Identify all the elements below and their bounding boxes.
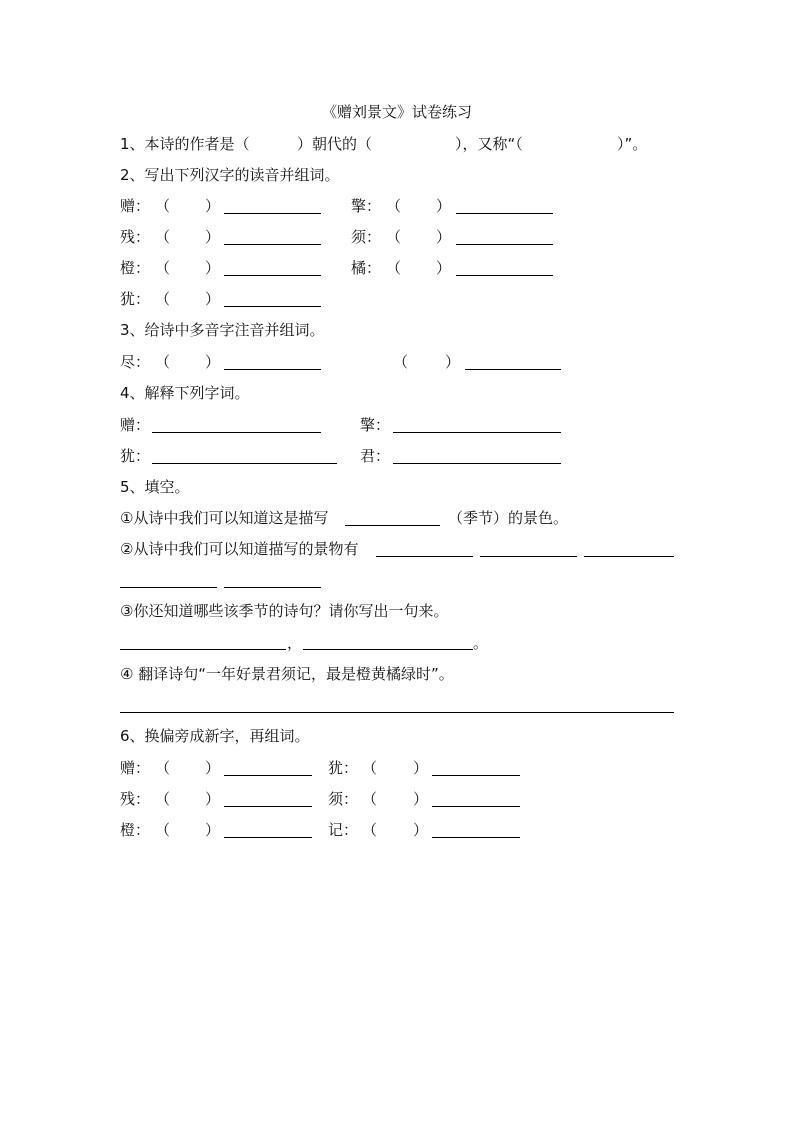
answer-blank[interactable] — [456, 213, 553, 214]
answer-blank[interactable] — [432, 775, 520, 776]
paren-open: （ — [155, 790, 171, 808]
answer-blank[interactable] — [584, 556, 674, 557]
answer-blank[interactable] — [224, 306, 321, 307]
paren-close: ） — [205, 821, 221, 839]
question-4-heading: 4、解释下列字词。 — [120, 384, 250, 402]
answer-blank[interactable] — [224, 244, 321, 245]
q4-char-label: 君： — [360, 447, 391, 465]
question-2-heading: 2、写出下列汉字的读音并组词。 — [120, 166, 340, 184]
paren-close: ） — [205, 759, 221, 777]
q6-char-label: 须： — [328, 790, 359, 808]
paren-open: （ — [155, 197, 171, 215]
q6-char-label: 记： — [328, 821, 359, 839]
answer-blank[interactable] — [224, 587, 321, 588]
answer-blank[interactable] — [224, 806, 312, 807]
q4-char-label: 犹： — [120, 447, 151, 465]
answer-blank[interactable] — [152, 463, 337, 464]
paren-open: （ — [155, 228, 171, 246]
answer-blank[interactable] — [224, 837, 312, 838]
answer-blank[interactable] — [152, 432, 321, 433]
paren-open: （ — [386, 259, 402, 277]
answer-blank[interactable] — [393, 432, 561, 433]
answer-blank[interactable] — [303, 649, 473, 650]
answer-blank[interactable] — [456, 244, 553, 245]
q4-char-label: 擎： — [360, 416, 391, 434]
paren-close: ） — [436, 197, 452, 215]
q3-char-label: 尽： — [120, 353, 151, 371]
question-6-heading: 6、换偏旁成新字，再组词。 — [120, 727, 310, 745]
paren-open: （ — [155, 759, 171, 777]
paren-open: （ — [386, 228, 402, 246]
q2-char-label: 犹： — [120, 290, 151, 308]
answer-blank[interactable] — [224, 275, 321, 276]
answer-blank[interactable] — [432, 806, 520, 807]
paren-close: ） — [413, 821, 429, 839]
paren-open: （ — [362, 790, 378, 808]
q1-text-author: 1、本诗的作者是（ — [120, 135, 250, 153]
page-title: 《赠刘景文》试卷练习 — [321, 103, 472, 121]
paren-close: ） — [205, 197, 221, 215]
paren-close: ） — [205, 259, 221, 277]
answer-blank[interactable] — [120, 587, 217, 588]
q2-char-label: 橘： — [351, 259, 382, 277]
q5-item-1-suffix: （季节）的景色。 — [448, 509, 569, 527]
q1-text-alias: ），又称“（ — [455, 135, 523, 153]
answer-blank[interactable] — [224, 775, 312, 776]
answer-blank[interactable] — [120, 649, 286, 650]
paren-open: （ — [393, 353, 409, 371]
q2-char-label: 赠： — [120, 197, 151, 215]
q2-char-label: 残： — [120, 228, 151, 246]
answer-blank[interactable] — [480, 556, 577, 557]
q5-item-4-text: ④ 翻译诗句“一年好景君须记，最是橙黄橘绿时”。 — [120, 665, 454, 683]
paren-close: ） — [205, 353, 221, 371]
q6-char-label: 赠： — [120, 759, 151, 777]
q5-item-2-text: ②从诗中我们可以知道描写的景物有 — [120, 540, 359, 558]
paren-close: ） — [205, 228, 221, 246]
paren-close: ） — [436, 228, 452, 246]
q4-char-label: 赠： — [120, 416, 151, 434]
q5-item-3-text: ③你还知道哪些该季节的诗句？请你写出一句来。 — [120, 602, 449, 620]
paren-close: ） — [205, 790, 221, 808]
question-3-heading: 3、给诗中多音字注音并组词。 — [120, 321, 325, 339]
paren-open: （ — [155, 259, 171, 277]
answer-blank[interactable] — [456, 275, 553, 276]
q2-char-label: 橙： — [120, 259, 151, 277]
answer-blank[interactable] — [465, 369, 561, 370]
paren-close: ） — [436, 259, 452, 277]
paren-close: ） — [413, 759, 429, 777]
paren-open: （ — [362, 821, 378, 839]
q2-char-label: 须： — [351, 228, 382, 246]
answer-blank[interactable] — [432, 837, 520, 838]
q6-char-label: 橙： — [120, 821, 151, 839]
paren-open: （ — [386, 197, 402, 215]
q6-char-label: 犹： — [328, 759, 359, 777]
period: 。 — [473, 634, 489, 652]
answer-blank[interactable] — [345, 525, 440, 526]
paren-close: ） — [445, 353, 461, 371]
answer-blank[interactable] — [224, 369, 321, 370]
answer-blank[interactable] — [224, 213, 321, 214]
q1-text-dynasty: ）朝代的（ — [297, 135, 373, 153]
q6-char-label: 残： — [120, 790, 151, 808]
comma: ， — [287, 634, 303, 652]
answer-blank[interactable] — [393, 463, 561, 464]
q2-char-label: 擎： — [351, 197, 382, 215]
paren-close: ） — [205, 290, 221, 308]
q5-item-1-text: ①从诗中我们可以知道这是描写 — [120, 509, 329, 527]
paren-open: （ — [155, 821, 171, 839]
paren-open: （ — [155, 290, 171, 308]
paren-open: （ — [362, 759, 378, 777]
answer-blank[interactable] — [376, 556, 473, 557]
paren-open: （ — [155, 353, 171, 371]
answer-blank[interactable] — [120, 712, 674, 713]
q1-text-end: ）”。 — [617, 135, 648, 153]
question-5-heading: 5、填空。 — [120, 478, 190, 496]
paren-close: ） — [413, 790, 429, 808]
